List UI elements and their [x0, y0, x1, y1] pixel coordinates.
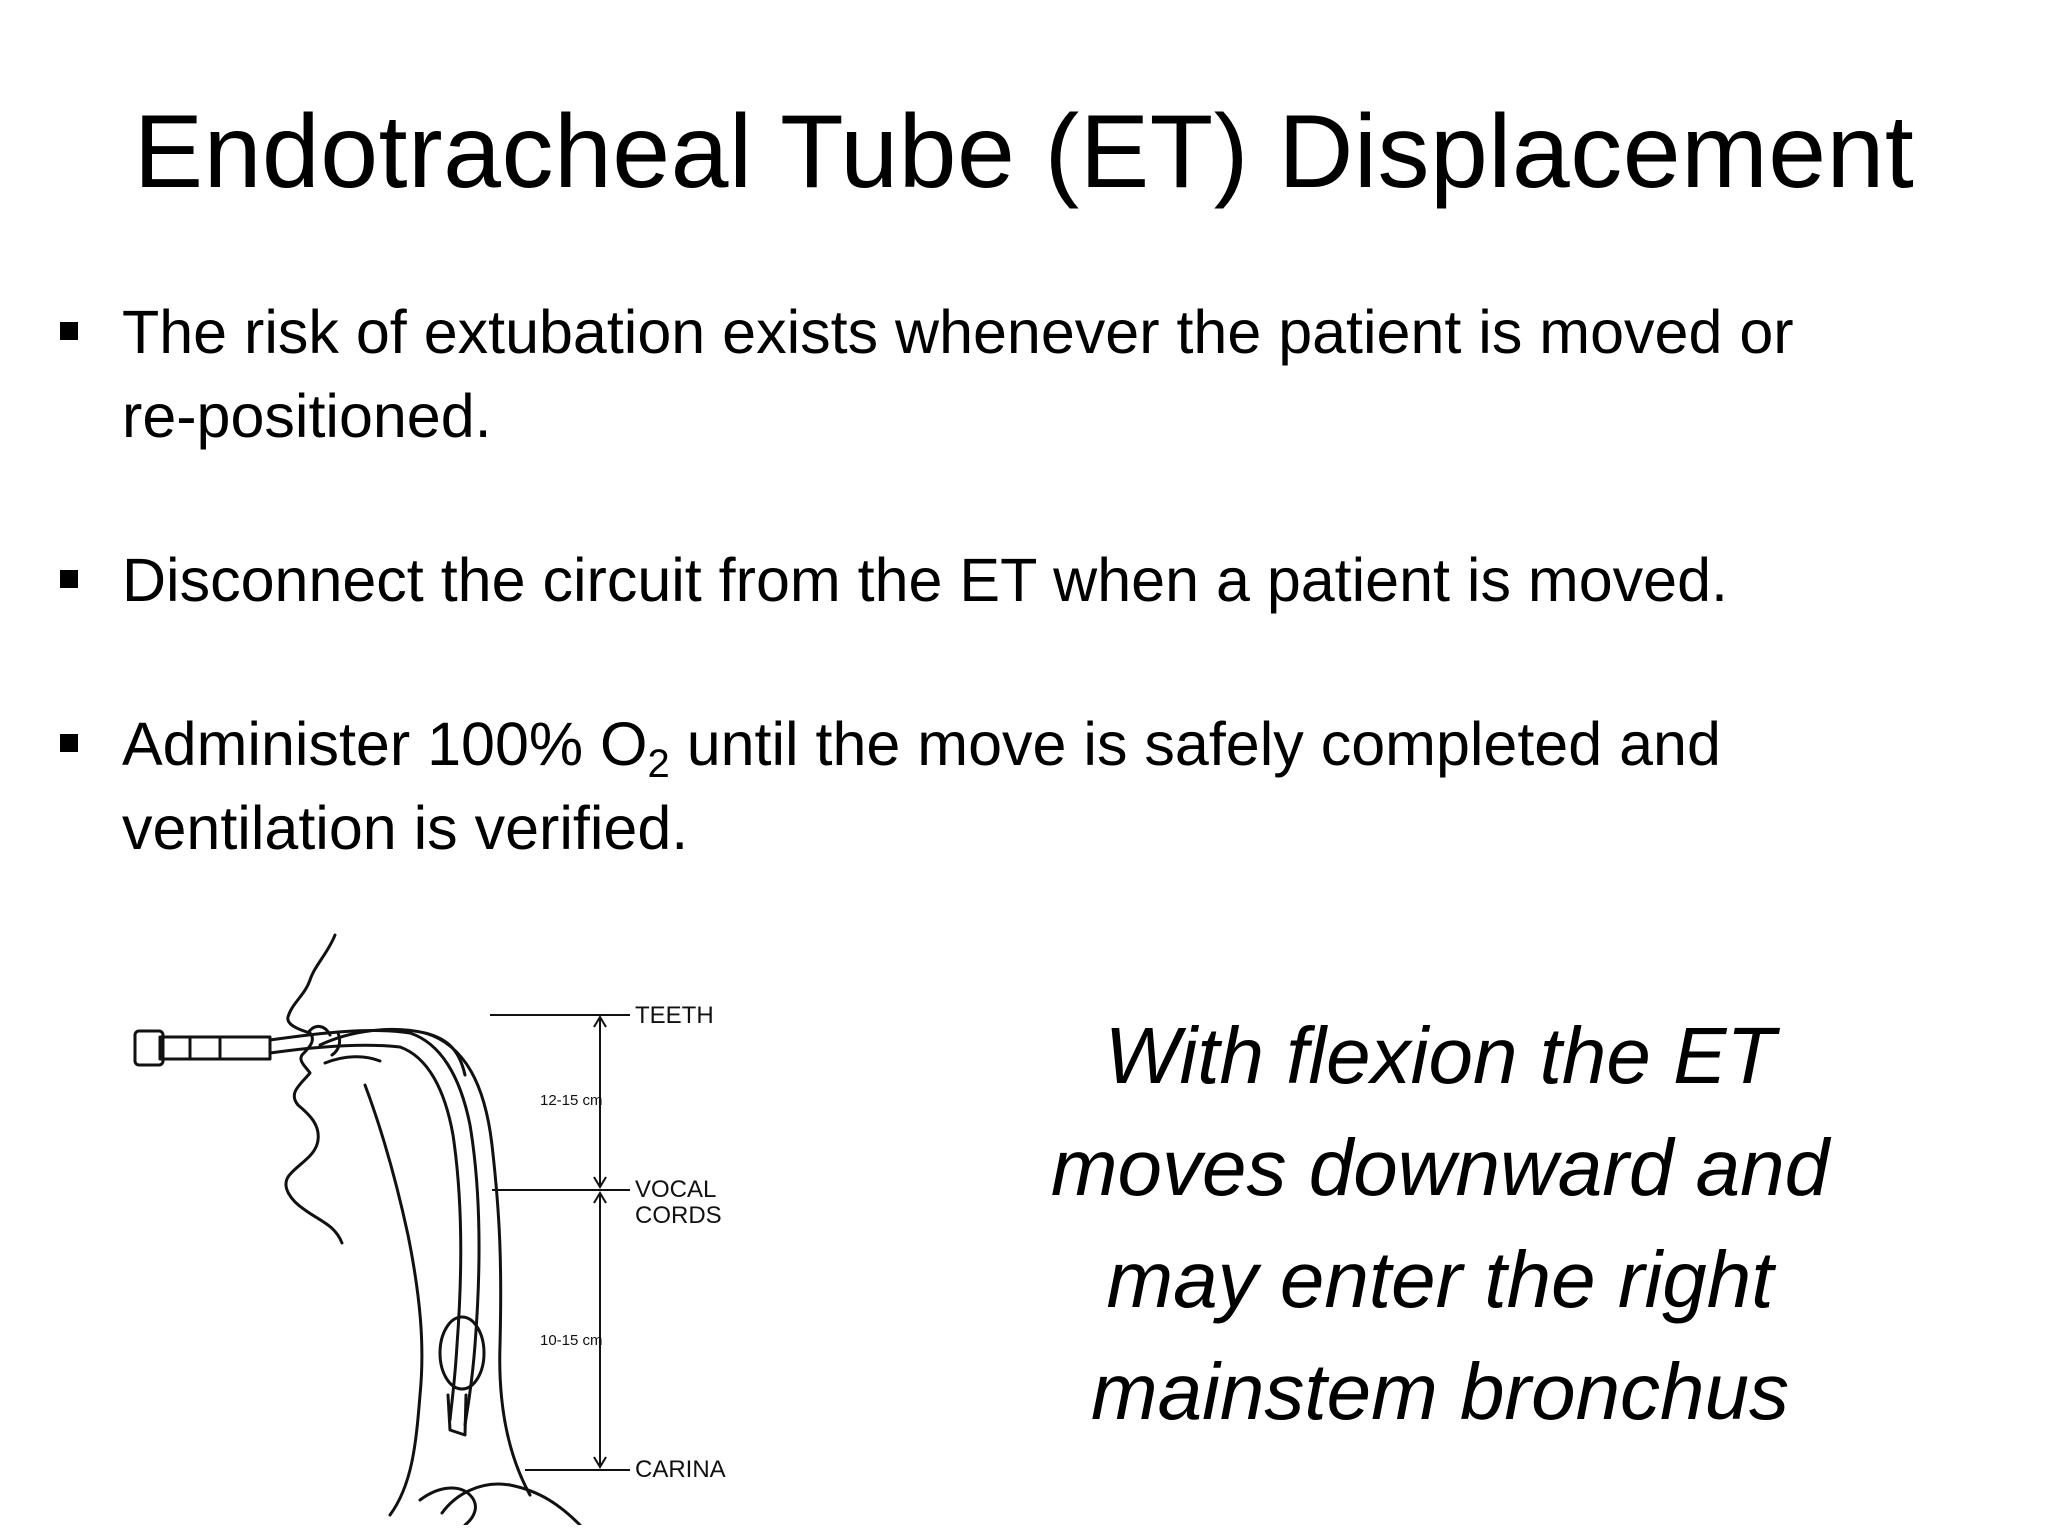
caption-line: moves downward and	[1050, 1123, 1830, 1212]
bullet-item-extubation-risk	[60, 290, 1960, 458]
flexion-caption	[990, 1000, 1890, 1448]
et-connector	[160, 1037, 270, 1059]
bullet-line: Disconnect the circuit from the ET when a patient is moved.	[122, 546, 1728, 614]
caption-line: may enter the right	[1106, 1235, 1774, 1324]
label-carina: CARINA	[635, 1456, 726, 1483]
face-profile	[286, 935, 342, 1243]
square-bullet-icon	[60, 570, 78, 588]
bullet-line	[122, 702, 1960, 786]
oxygen-subscript: 2	[647, 742, 670, 786]
bullet-line: ventilation is verified.	[122, 794, 689, 862]
square-bullet-icon	[60, 734, 78, 752]
bullet-text-prefix: Administer 100% O	[122, 710, 648, 778]
bullet-item-administer-oxygen	[60, 702, 1960, 870]
bullet-item-disconnect-circuit	[60, 538, 1960, 622]
label-cords: CORDS	[635, 1202, 722, 1229]
et-tube-wall-inner	[270, 1045, 461, 1420]
trachea-anterior	[365, 1085, 422, 1515]
bullet-line: The risk of extubation exists whenever the patient is moved or	[122, 298, 1794, 366]
oral-cavity	[320, 1029, 465, 1075]
et-tube-diagram	[120, 925, 800, 1525]
label-distance-upper: 12-15 cm	[540, 1092, 603, 1109]
label-distance-lower: 10-15 cm	[540, 1332, 603, 1349]
label-vocal: VOCAL	[635, 1176, 717, 1203]
et-tube-wall-outer	[270, 1031, 479, 1425]
et-cuff	[440, 1317, 484, 1389]
caption-line: mainstem bronchus	[1090, 1347, 1790, 1436]
caption-line: With flexion the ET	[1104, 1011, 1776, 1100]
bullet-line: re-positioned.	[122, 382, 492, 450]
palate	[325, 1057, 380, 1063]
slide-title: Endotracheal Tube (ET) Displacement	[133, 94, 1915, 210]
square-bullet-icon	[60, 322, 78, 340]
label-teeth: TEETH	[635, 1002, 714, 1029]
bullet-text-suffix: until the move is safely completed and	[669, 710, 1721, 778]
